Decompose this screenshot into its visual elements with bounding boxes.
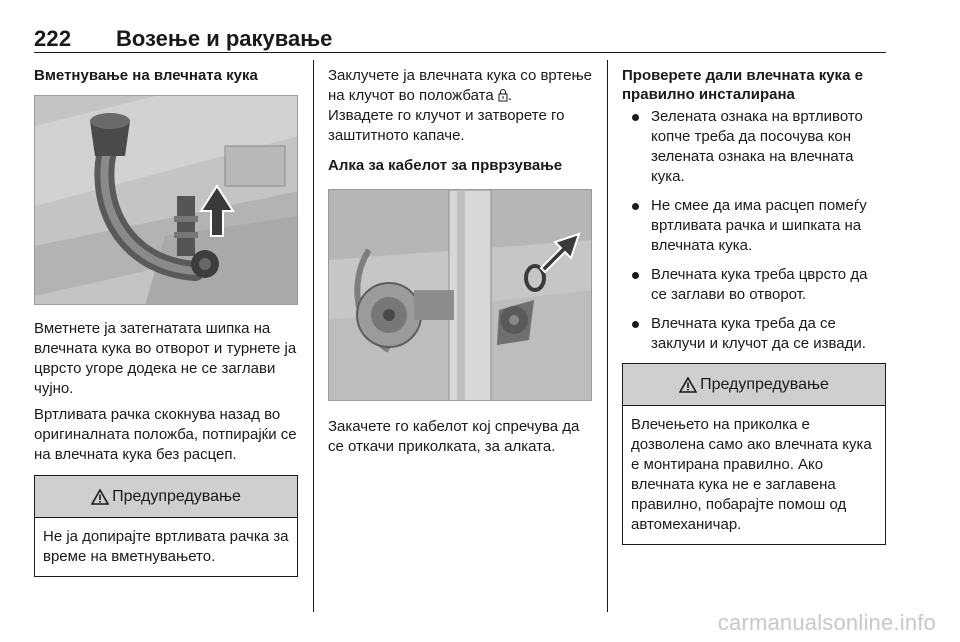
paragraph-handle-returns: Вртливата рачка скокнува назад во оригиналната положба, потпирајќи се на влечната кука без расцеп.	[34, 406, 297, 463]
warning-title: Предупредување	[700, 375, 829, 393]
lock-position-icon	[498, 88, 508, 102]
column-3	[622, 66, 886, 545]
list-item: Влечната кука треба цврсто да се заглави во отворот.	[622, 265, 886, 305]
column-1	[34, 66, 298, 577]
warning-box-towing	[622, 363, 886, 545]
bullet-icon	[632, 114, 639, 121]
list-item: Влечната кука треба да се заклучи и клучот да се извади.	[622, 314, 886, 354]
warning-triangle-icon	[91, 489, 109, 505]
page-number: 222	[34, 26, 72, 51]
paragraph-insert-rod: Вметнете ја затегнатата шипка на влечната кука во отворот и турнете ја цврсто угоре додека не се заглави чујно.	[34, 320, 297, 397]
column-2	[328, 66, 592, 457]
section-heading-cable-eyelet: Алка за кабелот за прврзување	[328, 157, 563, 174]
bullet-icon	[632, 272, 639, 279]
column-divider-1	[313, 60, 314, 612]
list-item: Зелената ознака на вртливото копче треба да посочува кон зелената ознака на влечната кука.	[622, 107, 886, 187]
paragraph-lock-key	[328, 66, 592, 106]
chapter-title: Возење и ракување	[116, 26, 333, 51]
bullet-icon	[632, 321, 639, 328]
cable-eyelet-illustration	[328, 189, 592, 401]
watermark: carmanualsonline.info	[717, 610, 936, 635]
paragraph-lock-key-end: .	[507, 87, 513, 104]
paragraph-remove-key: Извадете го клучот и затворете го заштитното капаче.	[328, 107, 565, 144]
paragraph-attach-cable: Закачете го кабелот кој спречува да се откачи приколката, за алката.	[328, 418, 580, 455]
bullet-icon	[632, 203, 639, 210]
warning-box-insert	[34, 475, 298, 577]
warning-triangle-icon	[679, 377, 697, 393]
warning-title: Предупредување	[112, 487, 241, 505]
tow-hook-insert-illustration	[34, 95, 298, 305]
warning-text: Не ја допирајте вртливата рачка за време на вметнувањето.	[43, 528, 289, 565]
warning-header	[623, 364, 885, 406]
header-rule	[34, 52, 886, 53]
list-item: Не смее да има расцеп помеѓу вртливата рачка и шипката на влечната кука.	[622, 196, 886, 256]
warning-text: Влечењето на приколка е дозволена само ако влечната кука е монтирана правилно. Ако влечната кука не е заглавена правилно, побарајте помош од автомеханичар.	[631, 416, 872, 533]
section-heading-insert: Вметнување на влечната кука	[34, 67, 258, 84]
check-list	[622, 107, 886, 354]
page-header	[34, 26, 886, 52]
section-heading-check-install: Проверете дали влечната кука е правилно инсталирана	[622, 67, 863, 103]
paragraph-lock-key-text: Заклучете ја влечната кука со вртење на клучот во положбата	[328, 67, 593, 104]
warning-header	[35, 476, 297, 518]
column-divider-2	[607, 60, 608, 612]
